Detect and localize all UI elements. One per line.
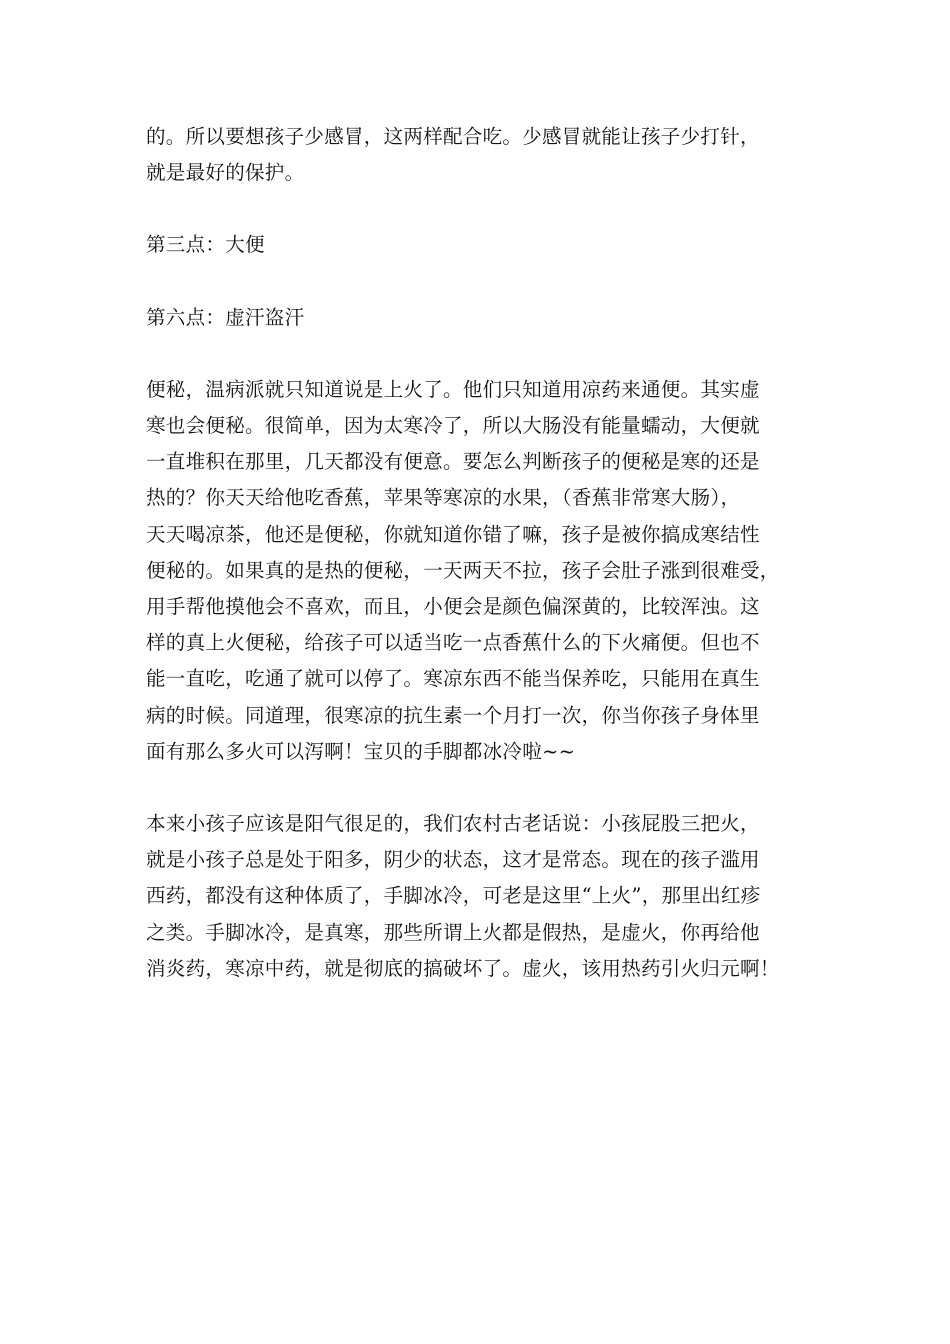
- heading-text: 第六点：虚汗盗汗: [146, 305, 305, 329]
- text-line: 消炎药，寒凉中药，就是彻底的搞破坏了。虚火，该用热药引火归元啊！: [146, 956, 780, 980]
- text-line: 热的？你天天给他吃香蕉，苹果等寒凉的水果，（香蕉非常寒大肠），: [146, 486, 741, 510]
- text-line: 天天喝凉茶，他还是便秘，你就知道你错了嘛，孩子是被你搞成寒结性: [146, 522, 760, 546]
- text-line: 病的时候。同道理，很寒凉的抗生素一个月打一次，你当你孩子身体里: [146, 703, 760, 727]
- text-line: 面有那么多火可以泻啊！宝贝的手脚都冰冷啦~~: [146, 739, 576, 763]
- text-line: 便秘，温病派就只知道说是上火了。他们只知道用凉药来通便。其实虚: [146, 377, 760, 401]
- paragraph-yang-energy: [146, 806, 810, 987]
- text-line: 寒也会便秘。很简单，因为太寒冷了，所以大肠没有能量蠕动，大便就: [146, 414, 760, 438]
- text-line: 便秘的。如果真的是热的便秘，一天两天不拉，孩子会肚子涨到很难受，: [146, 558, 780, 582]
- text-line: 一直堆积在那里，几天都没有便意。要怎么判断孩子的便秘是寒的还是: [146, 450, 760, 474]
- document-body: [146, 119, 810, 987]
- paragraph-constipation: [146, 372, 810, 770]
- text-line: 样的真上火便秘，给孩子可以适当吃一点香蕉什么的下火痛便。但也不: [146, 631, 760, 655]
- text-line: 就是最好的保护。: [146, 161, 305, 185]
- paragraph-intro-end: [146, 119, 810, 191]
- text-line: 之类。手脚冰冷，是真寒，那些所谓上火都是假热，是虚火，你再给他: [146, 920, 760, 944]
- text-line: 的。所以要想孩子少感冒，这两样配合吃。少感冒就能让孩子少打针，: [146, 125, 760, 148]
- section-heading-point-six: [146, 300, 810, 336]
- text-line: 就是小孩子总是处于阳多，阴少的状态，这才是常态。现在的孩子滥用: [146, 848, 760, 872]
- heading-text: 第三点：大便: [146, 233, 265, 257]
- text-line: 西药，都没有这种体质了，手脚冰冷，可老是这里“上火”，那里出红疹: [146, 884, 761, 908]
- text-line: 能一直吃，吃通了就可以停了。寒凉东西不能当保养吃，只能用在真生: [146, 667, 760, 691]
- text-line: 本来小孩子应该是阳气很足的，我们农村古老话说：小孩屁股三把火，: [146, 812, 760, 836]
- section-heading-point-three: [146, 227, 810, 263]
- text-line: 用手帮他摸他会不喜欢，而且，小便会是颜色偏深黄的，比较浑浊。这: [146, 595, 760, 619]
